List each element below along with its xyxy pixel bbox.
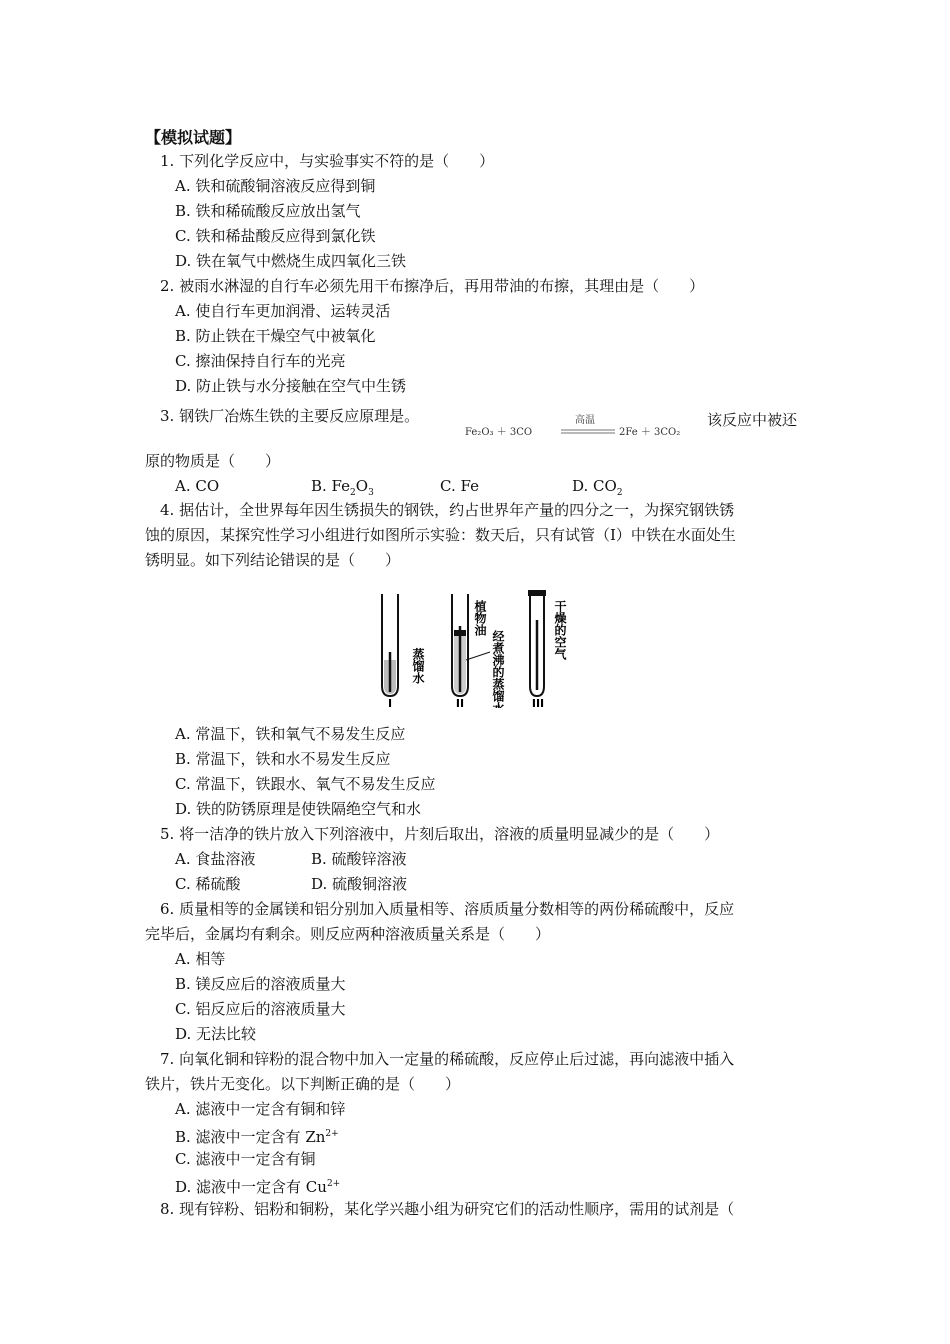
question-4-option-a: A. 常温下，铁和氧气不易发生反应 (175, 725, 406, 743)
equation-reactants: Fe₂O₃ ＋ 3CO (465, 427, 533, 438)
question-3-option-c: C. Fe (440, 477, 479, 495)
question-4-line-2: 蚀的原因，某探究性学习小组进行如图所示实验：数天后，只有试管（I）中铁在水面处生 (145, 526, 736, 544)
question-6-option-b: B. 镁反应后的溶液质量大 (175, 975, 346, 993)
test-tube-figure (378, 590, 578, 708)
question-7-option-b: B. 滤液中一定含有 $Zn^{2+}$ (175, 1128, 339, 1146)
question-2-option-b: B. 防止铁在干燥空气中被氧化 (175, 327, 376, 345)
question-1-stem: 1. 下列化学反应中，与实验事实不符的是（ ） (160, 152, 495, 170)
question-5-option-b: B. 硫酸锌溶液 (311, 850, 407, 868)
question-7-option-c: C. 滤液中一定含有铜 (175, 1150, 316, 1168)
tube-1-numeral: I (387, 697, 393, 708)
question-2-stem: 2. 被雨水淋湿的自行车必须先用干布擦净后，再用带油的布擦，其理由是（ ） (160, 277, 705, 295)
equation-products: 2Fe ＋ 3CO₂ (619, 427, 681, 438)
question-2-option-d: D. 防止铁与水分接触在空气中生锈 (175, 377, 407, 395)
svg-text:蒸馏水: 蒸馏水 (411, 648, 425, 684)
question-4-line-1: 4. 据估计，全世界每年因生锈损失的钢铁，约占世界年产量的四分之一，为探究钢铁锈 (160, 501, 735, 519)
question-1-option-d: D. 铁在氧气中燃烧生成四氧化三铁 (175, 252, 407, 270)
question-3-option-a: A. CO (175, 477, 220, 495)
question-7-option-a: A. 滤液中一定含有铜和锌 (175, 1100, 346, 1118)
question-4-option-c: C. 常温下，铁跟水、氧气不易发生反应 (175, 775, 436, 793)
question-1-option-b: B. 铁和稀硫酸反应放出氢气 (175, 202, 361, 220)
question-4-option-d: D. 铁的防锈原理是使铁隔绝空气和水 (175, 800, 422, 818)
question-3-stem-end: 该反应中被还 (707, 411, 798, 429)
question-6-option-a: A. 相等 (175, 950, 226, 968)
equation-condition: 高温 (575, 415, 595, 426)
question-5-stem: 5. 将一洁净的铁片放入下列溶液中，片刻后取出，溶液的质量明显减少的是（ ） (160, 825, 720, 843)
question-4-option-b: B. 常温下，铁和水不易发生反应 (175, 750, 391, 768)
tube-1-label (411, 647, 425, 685)
tube-2-numeral: II (455, 697, 465, 708)
test-tube-1 (382, 594, 398, 708)
question-1-option-a: A. 铁和硫酸铜溶液反应得到铜 (175, 177, 376, 195)
question-3-stem-cont: 原的物质是（ ） (145, 452, 281, 470)
tube-2-oil-label: 植物油 (473, 600, 487, 636)
section-title: 【模拟试题】 (145, 128, 242, 147)
tube-3-label: 干燥的空气 (553, 600, 567, 660)
tube-3-numeral: III (531, 697, 545, 708)
reaction-equation (465, 412, 705, 442)
tube-2-water-label: 经煮沸的蒸馏水 (491, 630, 505, 708)
question-5-option-a: A. 食盐溶液 (175, 850, 256, 868)
question-2-option-c: C. 擦油保持自行车的光亮 (175, 352, 346, 370)
question-7-line-1: 7. 向氧化铜和锌粉的混合物中加入一定量的稀硫酸，反应停止后过滤，再向滤液中插入 (160, 1050, 735, 1068)
question-1-option-c: C. 铁和稀盐酸反应得到氯化铁 (175, 227, 376, 245)
question-3-option-b: B. $Fe_2O_3$ (311, 477, 374, 498)
question-5-option-c: C. 稀硫酸 (175, 875, 241, 893)
question-4-line-3: 锈明显。如下列结论错误的是（ ） (145, 551, 401, 569)
question-2-option-a: A. 使自行车更加润滑、运转灵活 (175, 302, 391, 320)
question-6-line-2: 完毕后，金属均有剩余。则反应两种溶液质量关系是（ ） (145, 925, 551, 943)
question-7-line-2: 铁片，铁片无变化。以下判断正确的是（ ） (145, 1075, 461, 1093)
question-3-option-d: D. $CO_2$ (572, 477, 623, 498)
question-8-line-1: 8. 现有锌粉、铝粉和铜粉，某化学兴趣小组为研究它们的活动性顺序，需用的试剂是（ (160, 1200, 735, 1218)
question-6-line-1: 6. 质量相等的金属镁和铝分别加入质量相等、溶质质量分数相等的两份稀硫酸中，反应 (160, 900, 735, 918)
question-5-option-d: D. 硫酸铜溶液 (311, 875, 408, 893)
question-6-option-d: D. 无法比较 (175, 1025, 257, 1043)
question-3-stem: 3. 钢铁厂冶炼生铁的主要反应原理是。 (160, 407, 420, 425)
test-tube-2 (452, 594, 468, 708)
question-7-option-d: D. 滤液中一定含有 $Cu^{2+}$ (175, 1178, 341, 1196)
question-6-option-c: C. 铝反应后的溶液质量大 (175, 1000, 346, 1018)
test-tube-3 (528, 590, 546, 708)
